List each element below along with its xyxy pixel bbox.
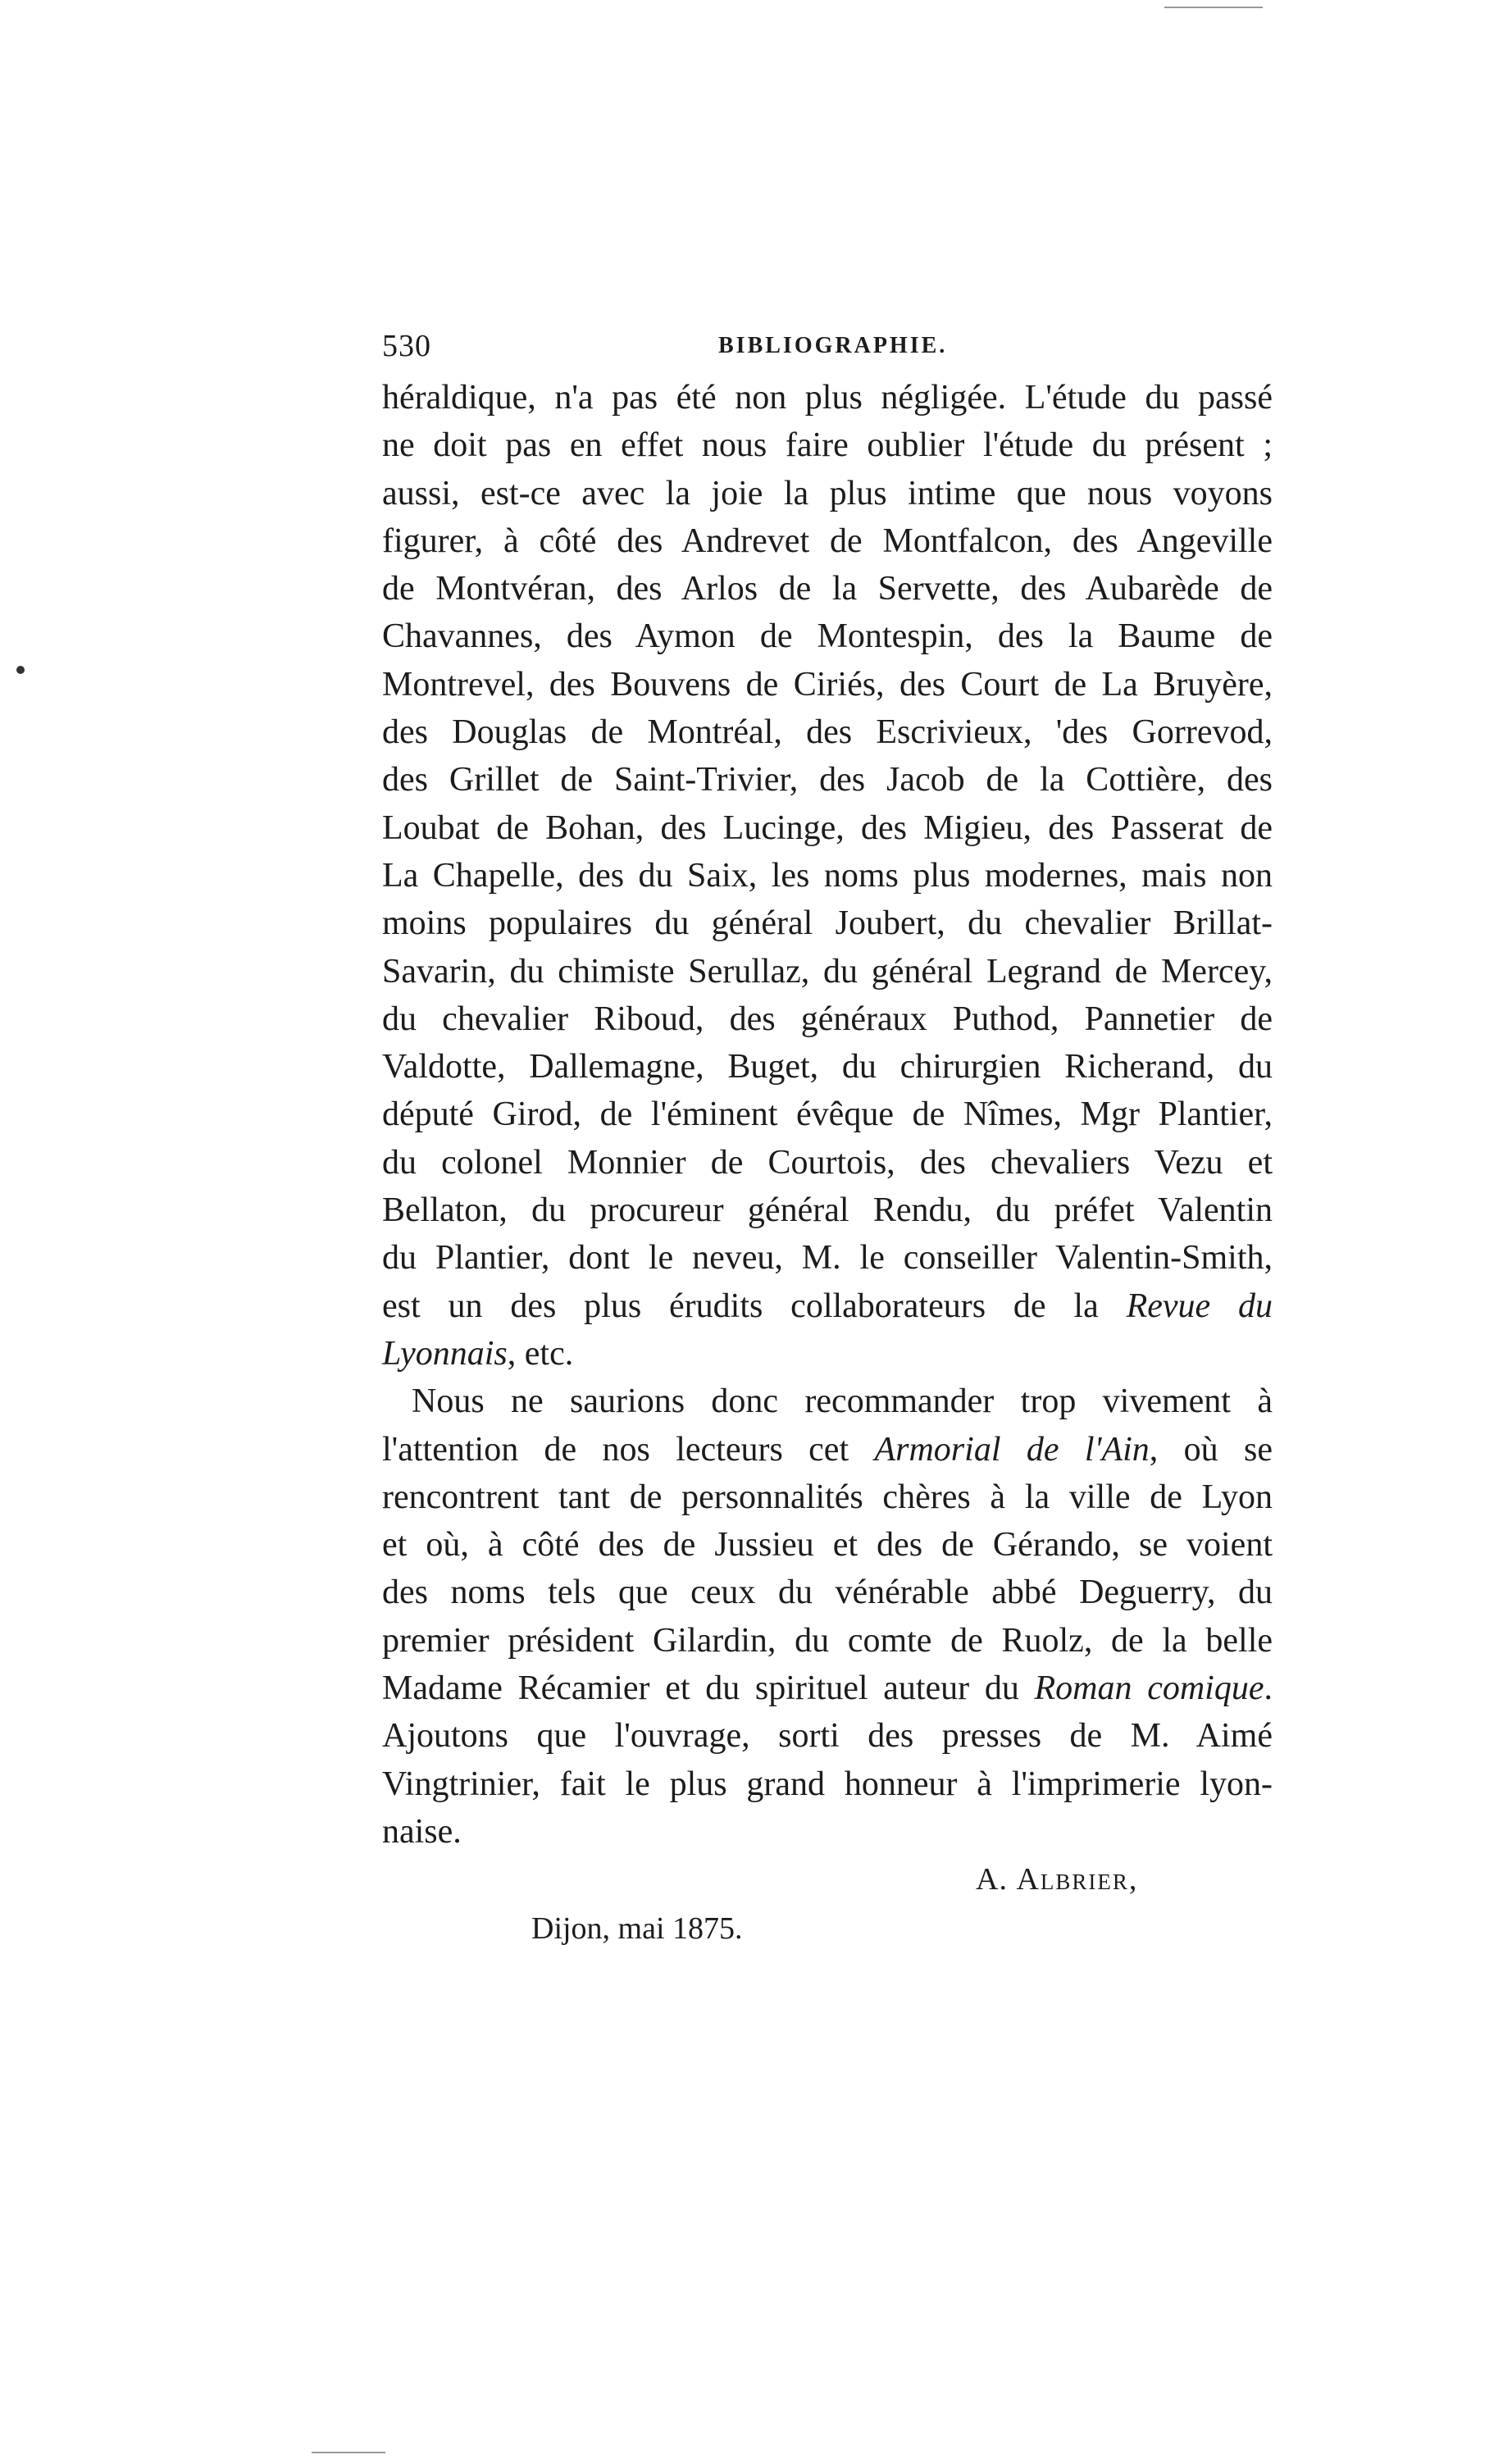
scan-artifact-bottom bbox=[312, 2452, 385, 2453]
novel-title: Roman comique bbox=[1034, 1669, 1264, 1708]
text-line: La Chapelle, des du Saix, les noms plus modernes, mais non bbox=[382, 856, 1273, 895]
text-run: l'attention de nos lecteurs cet bbox=[382, 1430, 875, 1469]
text-line: premier président Gilardin, du comte de Ruolz, de la belle bbox=[382, 1621, 1273, 1660]
text-line: Bellaton, du procureur général Rendu, du préfet Valentin bbox=[382, 1191, 1273, 1230]
margin-speck bbox=[16, 666, 25, 674]
signature-name: Albrier, bbox=[1016, 1862, 1139, 1897]
text-line: député Girod, de l'éminent évêque de Nîmes, Mgr Plantier, bbox=[382, 1095, 1273, 1134]
text-run: Madame Récamier et du spirituel auteur du bbox=[382, 1669, 1035, 1708]
paragraph-1 bbox=[382, 374, 1273, 1378]
text-line: Montrevel, des Bouvens de Ciriés, des Court de La Bruyère, bbox=[382, 665, 1273, 704]
text-line: du colonel Monnier de Courtois, des chevaliers Vezu et bbox=[382, 1143, 1273, 1182]
text-line: du chevalier Riboud, des généraux Puthod, Pannetier de bbox=[382, 1000, 1273, 1038]
text-line bbox=[382, 1282, 1273, 1330]
text-line: Vingtrinier, fait le plus grand honneur à l'imprimerie lyon- bbox=[382, 1765, 1273, 1803]
journal-title: Revue du bbox=[1126, 1287, 1273, 1325]
text-line: Chavannes, des Aymon de Montespin, des la Baume de bbox=[382, 617, 1273, 656]
book-title: Armorial de l'Ain bbox=[874, 1430, 1150, 1469]
text-run: , etc. bbox=[507, 1334, 574, 1373]
text-line: Loubat de Bohan, des Lucinge, des Migieu, des Passerat de bbox=[382, 808, 1273, 847]
text-line bbox=[382, 1330, 1273, 1378]
scan-artifact-top bbox=[1164, 7, 1263, 8]
text-run: . bbox=[1264, 1669, 1273, 1708]
author-signature bbox=[976, 1861, 1138, 1897]
text-run: , où se bbox=[1149, 1430, 1273, 1469]
text-line: du Plantier, dont le neveu, M. le conseiller Valentin-Smith, bbox=[382, 1239, 1273, 1278]
text-line: des Douglas de Montréal, des Escrivieux, 'des Gorrevod, bbox=[382, 713, 1273, 752]
text-line: Ajoutons que l'ouvrage, sorti des presses de M. Aimé bbox=[382, 1717, 1273, 1756]
text-line: Valdotte, Dallemagne, Buget, du chirurgien Richerand, du bbox=[382, 1048, 1273, 1086]
page-header bbox=[382, 328, 1284, 369]
signature-initial: A. bbox=[976, 1862, 1008, 1897]
text-line: et où, à côté des de Jussieu et des de Gérando, se voient bbox=[382, 1526, 1273, 1564]
text-line: figurer, à côté des Andrevet de Montfalcon, des Angeville bbox=[382, 521, 1273, 560]
running-head: BIBLIOGRAPHIE. bbox=[718, 333, 948, 358]
text-line bbox=[382, 1665, 1273, 1712]
journal-title-cont: Lyonnais bbox=[382, 1334, 508, 1373]
text-line: des noms tels que ceux du vénérable abbé Deguerry, du bbox=[382, 1574, 1273, 1612]
text-line: héraldique, n'a pas été non plus négligée. L'étude du passé bbox=[382, 379, 1273, 417]
text-line: Savarin, du chimiste Serullaz, du général Legrand de Mercey, bbox=[382, 952, 1273, 991]
page-number: 530 bbox=[382, 329, 431, 363]
text-line: Nous ne saurions donc recommander trop vivement à bbox=[412, 1382, 1273, 1421]
text-line: des Grillet de Saint-Trivier, des Jacob de la Cottière, des bbox=[382, 761, 1273, 799]
text-line: aussi, est-ce avec la joie la plus intime que nous voyons bbox=[382, 474, 1273, 512]
text-line bbox=[382, 1426, 1273, 1473]
dateline: Dijon, mai 1875. bbox=[531, 1911, 743, 1946]
body-text bbox=[382, 374, 1273, 1856]
text-line: ne doit pas en effet nous faire oublier l'étude du présent ; bbox=[382, 426, 1273, 465]
text-line: naise. bbox=[382, 1812, 462, 1851]
text-line: rencontrent tant de personnalités chères à la ville de Lyon bbox=[382, 1478, 1273, 1516]
paragraph-2 bbox=[382, 1378, 1273, 1856]
text-line: moins populaires du général Joubert, du chevalier Brillat- bbox=[382, 904, 1273, 943]
text-run: est un des plus érudits collaborateurs de la bbox=[382, 1287, 1127, 1325]
text-line: de Montvéran, des Arlos de la Servette, des Aubarède de bbox=[382, 570, 1273, 608]
